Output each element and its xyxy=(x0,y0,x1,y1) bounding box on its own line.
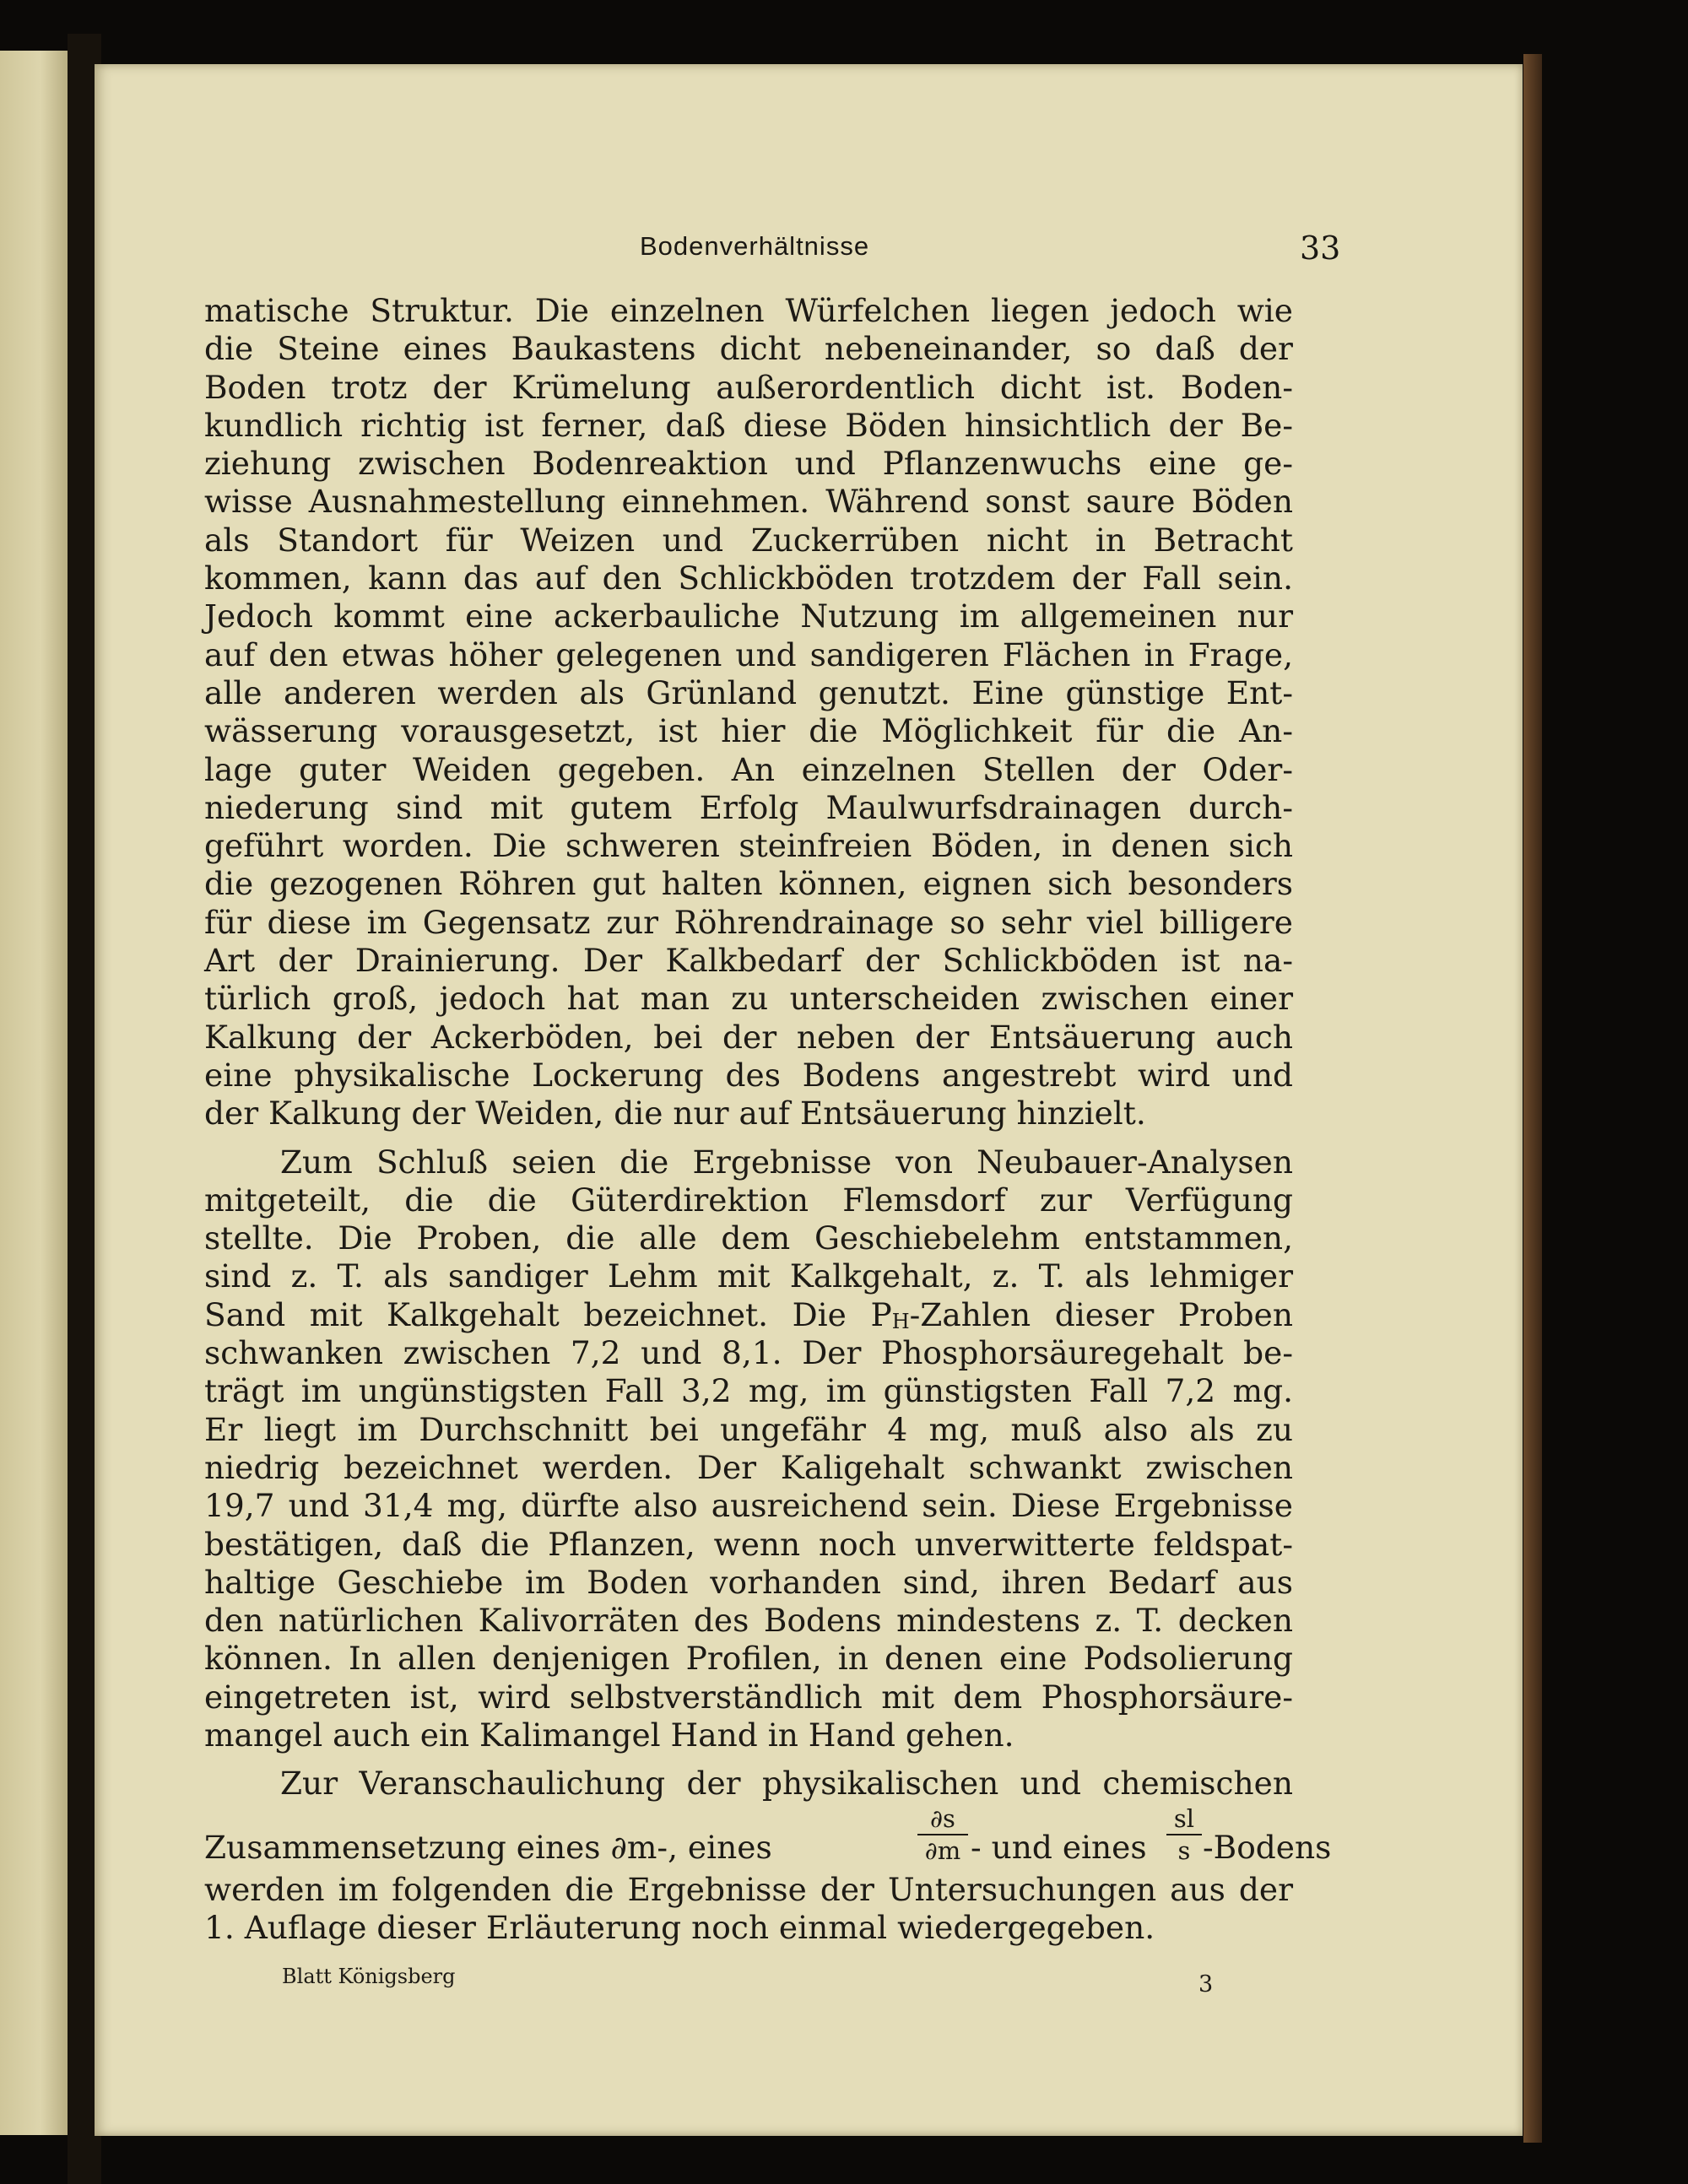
book-cover-edge xyxy=(1523,54,1542,2143)
text-line: die Steine eines Baukastens dicht nebeneinander, so daß der xyxy=(204,330,1293,368)
page-number: 33 xyxy=(1300,230,1341,267)
text-line: werden im folgenden die Ergebnisse der Untersuchungen aus der xyxy=(204,1870,1293,1908)
fraction-denominator: s xyxy=(1177,1835,1191,1865)
running-head: Bodenverhältnisse xyxy=(640,231,870,261)
formula-text-2: - und eines xyxy=(971,1828,1147,1866)
fraction-ds-dm xyxy=(917,1805,968,1864)
text-line: können. In allen denjenigen Profilen, in denen eine Podsolierung xyxy=(204,1640,1293,1678)
text-line: für diese im Gegensatz zur Röhrendrainage so sehr viel billigere xyxy=(204,903,1293,941)
fraction-numerator: ∂s xyxy=(930,1803,955,1833)
text-line: mitgeteilt, die die Güterdirektion Flemsdorf zur Verfügung xyxy=(204,1181,1293,1219)
text-line: eingetreten ist, wird selbstverständlich mit dem Phosphorsäure- xyxy=(204,1678,1293,1716)
text-line: wässerung vorausgesetzt, ist hier die Möglichkeit für die An- xyxy=(204,712,1293,750)
text-line: die gezogenen Röhren gut halten können, eignen sich besonders xyxy=(204,865,1293,903)
body-text xyxy=(204,292,1332,1947)
paragraph-3 xyxy=(204,1765,1332,1947)
text-line: sind z. T. als sandiger Lehm mit Kalkgehalt, z. T. als lehmiger xyxy=(204,1257,1293,1295)
ph-line-start: Sand mit Kalkgehalt bezeichnet. Die P xyxy=(204,1295,892,1333)
text-line: matische Struktur. Die einzelnen Würfelchen liegen jedoch wie xyxy=(204,292,1293,329)
sheet-signature: Blatt Königsberg xyxy=(282,1965,456,1988)
formula-line xyxy=(204,1803,1332,1871)
text-line: auf den etwas höher gelegenen und sandigeren Flächen in Frage, xyxy=(204,635,1293,673)
text-line: haltige Geschiebe im Boden vorhanden sind, ihren Bedarf aus xyxy=(204,1563,1293,1601)
text-line: schwanken zwischen 7,2 und 8,1. Der Phosphorsäuregehalt be- xyxy=(204,1334,1293,1372)
paragraph-1 xyxy=(204,292,1293,1133)
text-line: türlich groß, jedoch hat man zu unterscheiden zwischen einer xyxy=(204,980,1293,1018)
formula-text-1: Zusammensetzung eines ∂m-, eines xyxy=(204,1828,772,1866)
text-line: Art der Drainierung. Der Kalkbedarf der Schlickböden ist na- xyxy=(204,942,1293,980)
text-line: Kalkung der Ackerböden, bei der neben der Entsäuerung auch xyxy=(204,1018,1293,1056)
text-line: trägt im ungünstigsten Fall 3,2 mg, im günstigsten Fall 7,2 mg. xyxy=(204,1372,1293,1410)
text-line: 1. Auflage dieser Erläuterung noch einmal wiedergegeben. xyxy=(204,1908,1155,1946)
text-line: Zum Schluß seien die Ergebnisse von Neubauer-Analysen xyxy=(280,1143,1293,1181)
text-line: mangel auch ein Kalimangel Hand in Hand gehen. xyxy=(204,1716,1014,1754)
text-line: Boden trotz der Krümelung außerordentlich dicht ist. Boden- xyxy=(204,368,1293,406)
text-line: alle anderen werden als Grünland genutzt. Eine günstige Ent- xyxy=(204,673,1293,711)
previous-page-edge xyxy=(0,51,68,2135)
text-line: stellte. Die Proben, die alle dem Geschiebelehm entstammen, xyxy=(204,1219,1293,1257)
text-line: den natürlichen Kalivorräten des Bodens mindestens z. T. decken xyxy=(204,1602,1293,1640)
paragraph-2 xyxy=(204,1143,1293,1755)
text-line: niederung sind mit gutem Erfolg Maulwurfsdrainagen durch- xyxy=(204,788,1293,826)
text-line: kommen, kann das auf den Schlickböden trotzdem der Fall sein. xyxy=(204,560,1293,597)
text-line: lage guter Weiden gegeben. An einzelnen Stellen der Oder- xyxy=(204,750,1293,788)
text-line-ph xyxy=(204,1296,1293,1334)
text-line: 19,7 und 31,4 mg, dürfte also ausreichend sein. Diese Ergebnisse xyxy=(204,1487,1293,1525)
fraction-numerator: sl xyxy=(1173,1803,1195,1833)
text-line: Jedoch kommt eine ackerbauliche Nutzung im allgemeinen nur xyxy=(204,597,1293,635)
ph-line-end: -Zahlen dieser Proben xyxy=(909,1295,1293,1333)
text-line: Er liegt im Durchschnitt bei ungefähr 4 mg, muß also als zu xyxy=(204,1410,1293,1448)
page-header xyxy=(95,165,1523,267)
text-line: bestätigen, daß die Pflanzen, wenn noch unverwitterte feldspat- xyxy=(204,1525,1293,1563)
text-line: kundlich richtig ist ferner, daß diese Böden hinsichtlich der Be- xyxy=(204,406,1293,444)
text-line: ziehung zwischen Bodenreaktion und Pflanzenwuchs eine ge- xyxy=(204,445,1293,483)
text-line: der Kalkung der Weiden, die nur auf Entsäuerung hinzielt. xyxy=(204,1095,1146,1133)
sheet-number: 3 xyxy=(1198,1971,1214,1997)
fraction-bar xyxy=(917,1834,968,1835)
text-line: wisse Ausnahmestellung einnehmen. Während sonst saure Böden xyxy=(204,483,1293,521)
text-line: niedrig bezeichnet werden. Der Kaligehalt schwankt zwischen xyxy=(204,1448,1293,1486)
text-line: Zur Veranschaulichung der physikalischen und chemischen xyxy=(280,1765,1293,1803)
fraction-bar xyxy=(1166,1834,1202,1835)
text-line: eine physikalische Lockerung des Bodens angestrebt wird und xyxy=(204,1056,1293,1094)
text-line: geführt worden. Die schweren steinfreien Böden, in denen sich xyxy=(204,827,1293,865)
formula-text-3: -Bodens xyxy=(1203,1828,1332,1866)
ph-subscript: H xyxy=(891,1309,910,1333)
fraction-denominator: ∂m xyxy=(924,1835,961,1865)
text-line: als Standort für Weizen und Zuckerrüben nicht in Betracht xyxy=(204,521,1293,559)
page xyxy=(95,64,1523,2136)
fraction-sl-s xyxy=(1166,1805,1202,1864)
